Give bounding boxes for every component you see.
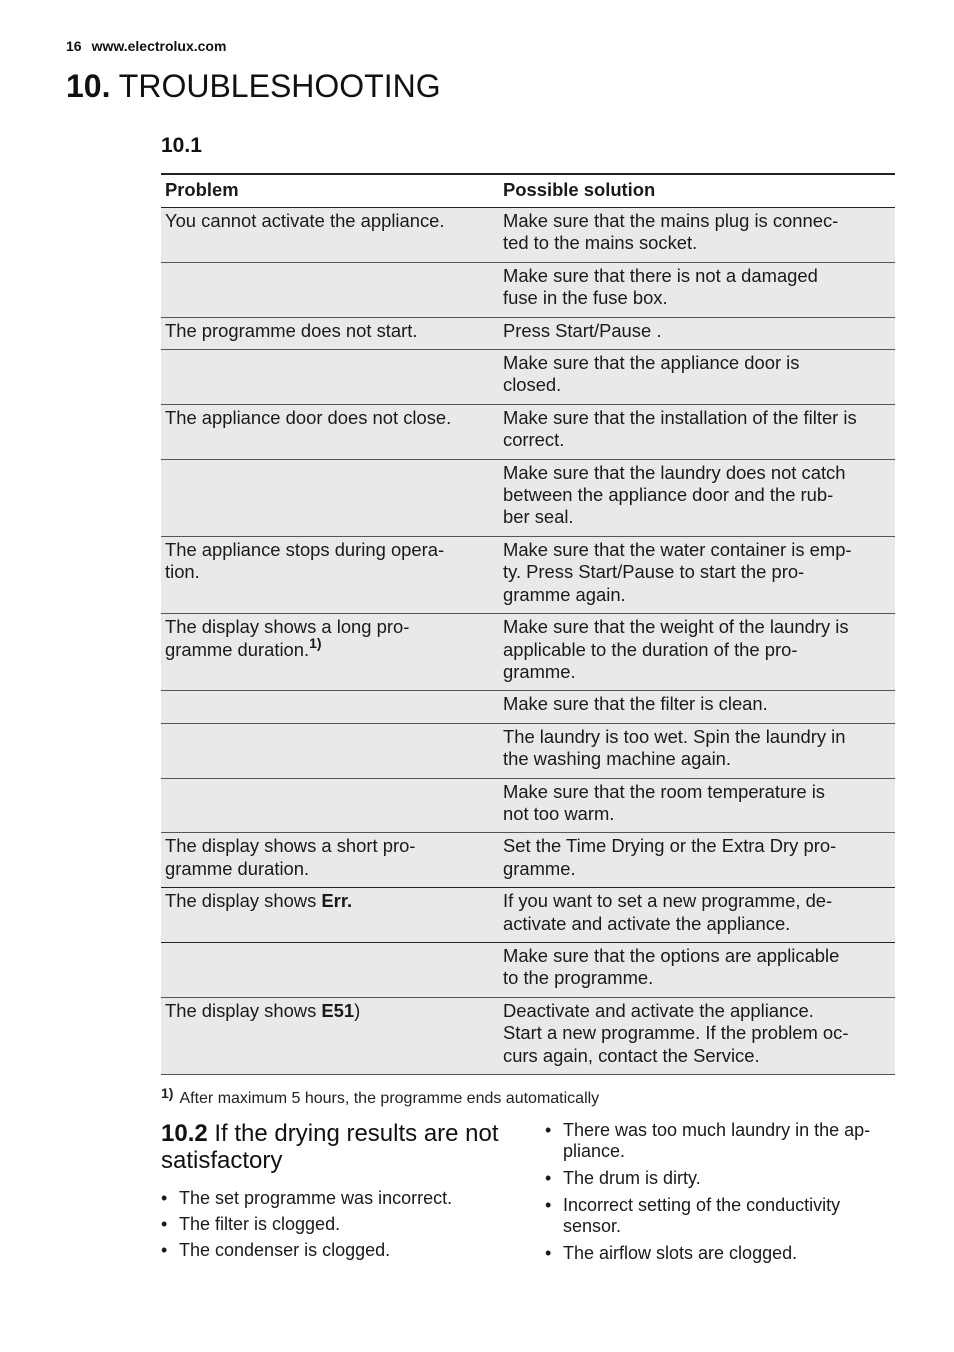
chapter-title <box>66 68 441 105</box>
list-item-text: The filter is clogged. <box>179 1214 341 1234</box>
solution-cell <box>499 317 895 349</box>
solution-text: Make sure that there is not a damaged fuse in the fuse box. <box>503 264 818 309</box>
problem-cell <box>161 942 499 997</box>
problem-cell <box>161 262 499 317</box>
table-header-row <box>161 174 895 208</box>
solution-text: Make sure that the water container is emp- ty. Press Start/Pause to start the pro- gramme again. <box>503 538 852 605</box>
bullet-icon: • <box>161 1188 168 1208</box>
list-item <box>545 1168 893 1189</box>
solution-cell <box>499 262 895 317</box>
section-2-number: 10.2 <box>161 1120 208 1147</box>
list-item <box>545 1243 893 1264</box>
table-row <box>161 262 895 317</box>
problem-cell <box>161 614 499 691</box>
solution-cell <box>499 723 895 778</box>
solution-text: Make sure that the filter is clean. <box>503 693 768 715</box>
problem-cell <box>161 723 499 778</box>
problem-cell <box>161 691 499 723</box>
problem-text: The appliance door does not close. <box>165 406 452 428</box>
solution-text: Make sure that the appliance door is closed. <box>503 352 800 396</box>
problem-cell <box>161 536 499 613</box>
chapter-title-text: TROUBLESHOOTING <box>118 68 441 104</box>
problem-cell <box>161 317 499 349</box>
solution-text: Make sure that the room temperature is not too warm. <box>503 780 825 824</box>
table-row <box>161 459 895 536</box>
table-row <box>161 350 895 405</box>
solution-text: Make sure that the installation of the filter is correct. <box>503 406 857 451</box>
list-item <box>161 1240 521 1261</box>
list-item-text: There was too much laundry in the ap- pliance. <box>563 1120 871 1161</box>
solution-cell <box>499 778 895 833</box>
solution-cell <box>499 997 895 1074</box>
footnote <box>161 1085 600 1108</box>
causes-list-right <box>545 1120 893 1270</box>
list-item <box>545 1195 893 1237</box>
solution-text: Make sure that the laundry does not catch between the appliance door and the rub- ber seal. <box>503 461 846 528</box>
website-url: www.electrolux.com <box>91 38 227 54</box>
table-row <box>161 404 895 459</box>
solution-cell <box>499 614 895 691</box>
problem-text: The display shows <box>165 890 322 912</box>
problem-cell <box>161 888 499 943</box>
bullet-icon: • <box>545 1168 552 1188</box>
solution-text: Make sure that the weight of the laundry is applicable to the duration of the pro- gramme. <box>503 616 849 682</box>
table-row <box>161 888 895 943</box>
table-row <box>161 208 895 263</box>
list-item-text: The airflow slots are clogged. <box>563 1243 798 1263</box>
bullet-icon: • <box>161 1240 168 1260</box>
list-item-text: Incorrect setting of the conductivity sensor. <box>563 1195 841 1236</box>
bullet-icon: • <box>545 1120 552 1140</box>
table-row <box>161 942 895 997</box>
table-row <box>161 691 895 723</box>
footnote-marker: 1) <box>161 1085 174 1101</box>
solution-cell <box>499 888 895 943</box>
page-number: 16 <box>66 38 82 54</box>
solution-text: Make sure that the options are applicable to the programme. <box>503 944 840 989</box>
table-row <box>161 723 895 778</box>
solution-text: Deactivate and activate the appliance. Start a new programme. If the problem oc- curs again, contact the Service. <box>503 999 849 1066</box>
solution-text: Make sure that the mains plug is connec- ted to the mains socket. <box>503 210 839 254</box>
page-header <box>66 38 226 54</box>
causes-list-left <box>161 1188 521 1266</box>
bullet-icon: • <box>161 1214 168 1234</box>
problem-suffix: ) <box>354 999 361 1021</box>
list-item <box>161 1188 521 1209</box>
section-heading-10-2 <box>161 1120 531 1174</box>
problem-text: You cannot activate the appliance. <box>165 210 445 231</box>
list-item-text: The condenser is clogged. <box>179 1240 391 1260</box>
footnote-text: After maximum 5 hours, the programme ends automatically <box>179 1090 600 1107</box>
problem-text: The display shows a long pro- gramme duration. <box>165 616 410 660</box>
problem-cell <box>161 459 499 536</box>
problem-cell <box>161 833 499 888</box>
table-row <box>161 614 895 691</box>
table-row <box>161 833 895 888</box>
solution-cell <box>499 536 895 613</box>
solution-text: Set the Time Drying or the Extra Dry pro- gramme. <box>503 835 837 879</box>
bullet-icon: • <box>545 1243 552 1263</box>
solution-cell <box>499 459 895 536</box>
solution-text: The laundry is too wet. Spin the laundry in the washing machine again. <box>503 725 846 770</box>
footnote-ref: 1) <box>309 634 322 651</box>
problem-cell <box>161 350 499 405</box>
list-item <box>161 1214 521 1235</box>
solution-cell <box>499 350 895 405</box>
solution-text: Press Start/Pause . <box>503 319 662 341</box>
table-row <box>161 778 895 833</box>
solution-text: If you want to set a new programme, de- activate and activate the appliance. <box>503 890 833 934</box>
problem-text: The programme does not start. <box>165 319 418 341</box>
header-solution: Possible solution <box>499 174 895 208</box>
problem-text: The appliance stops during opera- tion. <box>165 538 445 583</box>
problem-text: The display shows <box>165 999 322 1021</box>
chapter-number: 10. <box>66 68 111 104</box>
problem-cell <box>161 404 499 459</box>
solution-cell <box>499 691 895 723</box>
solution-cell <box>499 208 895 263</box>
error-code: Err. <box>321 890 353 912</box>
list-item <box>545 1120 893 1162</box>
problem-text: The display shows a short pro- gramme duration. <box>165 835 416 879</box>
bullet-icon: • <box>545 1195 552 1215</box>
list-item-text: The drum is dirty. <box>563 1168 701 1188</box>
table-row <box>161 317 895 349</box>
solution-cell <box>499 404 895 459</box>
section-2-title: If the drying results are not satisfactory <box>161 1120 499 1174</box>
solution-cell <box>499 942 895 997</box>
table-row <box>161 536 895 613</box>
table-row <box>161 997 895 1074</box>
list-item-text: The set programme was incorrect. <box>179 1188 453 1208</box>
header-problem: Problem <box>161 174 499 208</box>
error-code: E51 <box>321 999 355 1021</box>
solution-cell <box>499 833 895 888</box>
problem-cell <box>161 208 499 263</box>
problem-cell <box>161 778 499 833</box>
problem-cell <box>161 997 499 1074</box>
section-heading-10-1: 10.1 <box>161 134 202 157</box>
troubleshooting-table <box>161 173 895 1075</box>
